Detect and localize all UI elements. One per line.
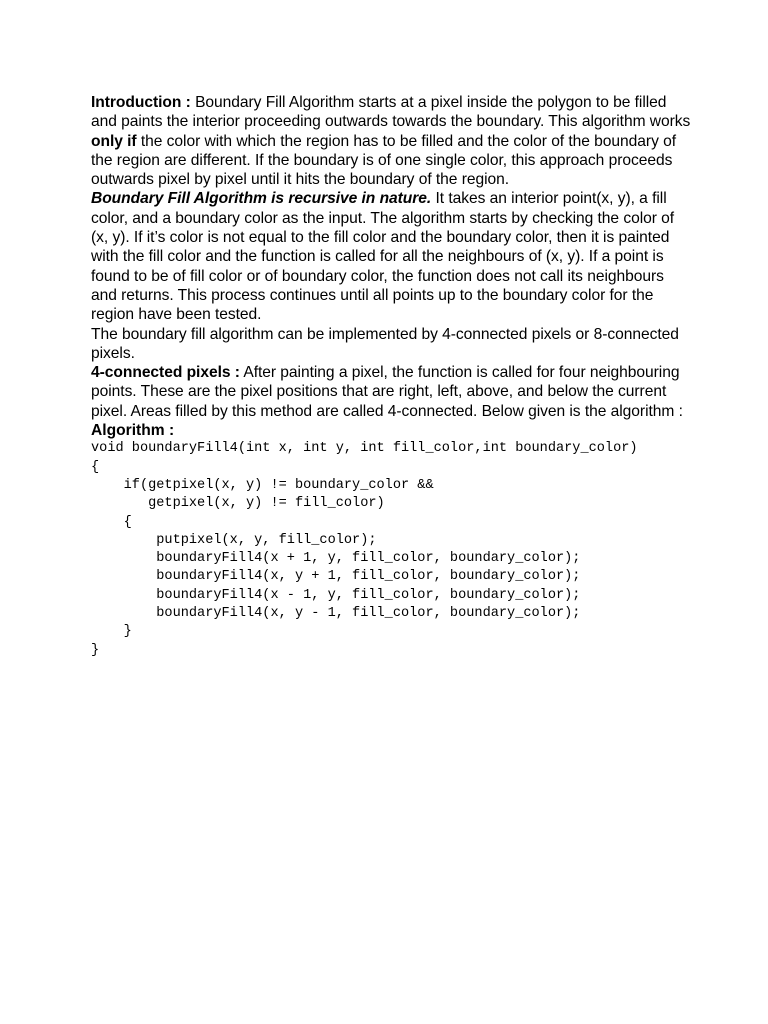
recursive-label: Boundary Fill Algorithm is recursive in nature. — [91, 190, 432, 208]
intro-paragraph — [91, 93, 691, 189]
intro-text-2: the color with which the region has to be filled and the color of the boundary of the region are different. If the boundary is of one single color, this approach proceeds outwards pixel by pixel until it hits the boundary of the region. — [91, 132, 676, 189]
four-connected-paragraph — [91, 363, 691, 421]
four-connected-label: 4-connected pixels : — [91, 364, 240, 382]
intro-label: Introduction : — [91, 94, 191, 111]
four-connected-text: After painting a pixel, the function is called for four neighbouring points. These are the pixel positions that are right, left, above, and below the current pixel. Areas filled by this method are called 4-connected. Below given is the algorithm : — [91, 364, 683, 420]
recursive-paragraph — [91, 189, 691, 324]
implementation-paragraph: The boundary fill algorithm can be implemented by 4-connected pixels or 8-connected pixels. — [91, 325, 679, 362]
document-page — [91, 93, 691, 660]
algorithm-code-block: void boundaryFill4(int x, int y, int fill_color,int boundary_color) { if(getpixel(x, y) != boundary_color && getpixel(x, y) != fill_color) { putpixel(x, y, fill_color); boundaryFill4(x + 1, y, fill_color, boundary_color); boundaryFill4(x, y + 1, fill_color, boundary_color); boundaryFill4(x - 1, y, fill_color, boundary_color); boundaryFill4(x, y - 1, fill_color, boundary_color); } } — [91, 441, 638, 658]
algorithm-heading: Algorithm : — [91, 422, 175, 440]
intro-text-1: Boundary Fill Algorithm starts at a pixel inside the polygon to be filled and paints the interior proceeding outwards towards the boundary. This algorithm works — [91, 94, 691, 131]
intro-emphasis: only if — [91, 132, 137, 150]
recursive-text: It takes an interior point(x, y), a fill color, and a boundary color as the input. The algorithm starts by checking the color of (x, y). If it’s color is not equal to the fill color and the boundary color, then it is painted with the fill color and the function is called for all the neighbours of (x, y). If a point is found to be of fill color or of boundary color, the function does not call its neighbours and returns. This process continues until all points up to the boundary color for the region have been tested. — [91, 190, 675, 324]
